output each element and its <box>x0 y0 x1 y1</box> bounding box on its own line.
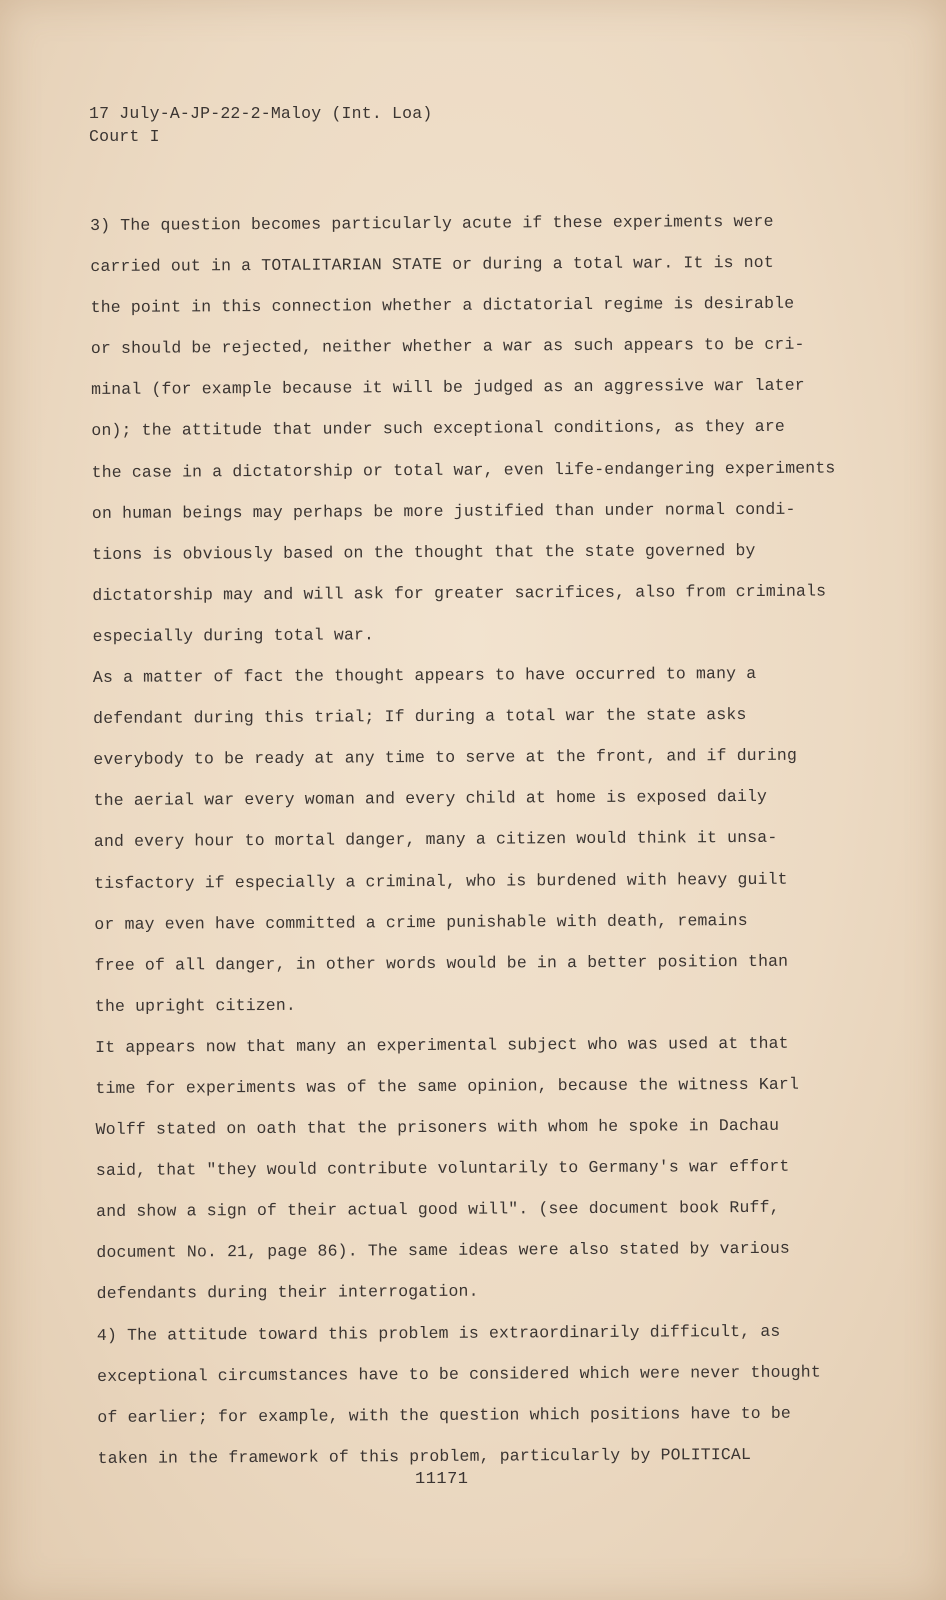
body-line: free of all danger, in other words would be in a better position than <box>94 951 789 975</box>
body-line: It appears now that many an experimental subject who was used at that <box>95 1033 789 1057</box>
body-line: and every hour to mortal danger, many a citizen would think it unsa- <box>93 828 778 852</box>
body-line: As a matter of fact the thought appears to have occurred to many a <box>92 663 757 688</box>
body-line: taken in the framework of this problem, particularly by POLITICAL <box>97 1444 752 1468</box>
body-line: Wolff stated on oath that the prisoners with whom he spoke in Dachau <box>95 1115 780 1140</box>
body-line: defendant during this trial; If during a total war the state asks <box>93 705 747 729</box>
body-line: time for experiments was of the same opinion, because the witness Karl <box>95 1074 800 1098</box>
body-line: everybody to be ready at any time to serve at the front, and if during <box>93 745 798 770</box>
body-line: 3) The question becomes particularly acute if these experiments were <box>90 211 774 235</box>
document-body <box>90 200 858 1479</box>
body-line: minal (for example because it will be judged as an aggressive war later <box>91 376 805 400</box>
body-line: defendants during their interrogation. <box>96 1282 479 1304</box>
header-reference-line: 17 July-A-JP-22-2-Maloy (Int. Loa) <box>89 104 433 123</box>
body-line: on human beings may perhaps be more justified than under normal condi- <box>91 499 796 523</box>
body-line: or may even have committed a crime punishable with death, remains <box>94 910 748 934</box>
body-line: exceptional circumstances have to be considered which were never thought <box>97 1362 821 1386</box>
body-line: said, that "they would contribute voluntarily to Germany's war effort <box>95 1156 790 1181</box>
body-line: and show a sign of their actual good will". (see document book Ruff, <box>96 1198 780 1222</box>
body-line: of earlier; for example, with the question which positions have to be <box>97 1403 792 1427</box>
body-line: the aerial war every woman and every child at home is exposed daily <box>93 787 768 811</box>
header-court-line: Court I <box>89 127 160 146</box>
body-line: on); the attitude that under such exceptional conditions, as they are <box>91 417 785 441</box>
body-line: the upright citizen. <box>94 995 296 1016</box>
body-line: especially during total war. <box>92 625 375 646</box>
body-line: the point in this connection whether a dictatorial regime is desirable <box>90 293 795 318</box>
body-line: carried out in a TOTALITARIAN STATE or during a total war. It is not <box>90 252 774 277</box>
body-line: document No. 21, page 86). The same ideas were also stated by various <box>96 1239 791 1263</box>
body-line: dictatorship may and will ask for greater sacrifices, also from criminals <box>92 581 827 605</box>
body-line: or should be rejected, neither whether a war as such appears to be cri- <box>90 334 805 359</box>
body-line: 4) The attitude toward this problem is extraordinarily difficult, as <box>96 1321 781 1345</box>
page-number: 11171 <box>415 1470 469 1489</box>
body-line: the case in a dictatorship or total war, even life-endangering experiments <box>91 458 836 482</box>
body-line: tions is obviously based on the thought that the state governed by <box>92 540 756 564</box>
body-line: tisfactory if especially a criminal, who is burdened with heavy guilt <box>94 869 788 893</box>
